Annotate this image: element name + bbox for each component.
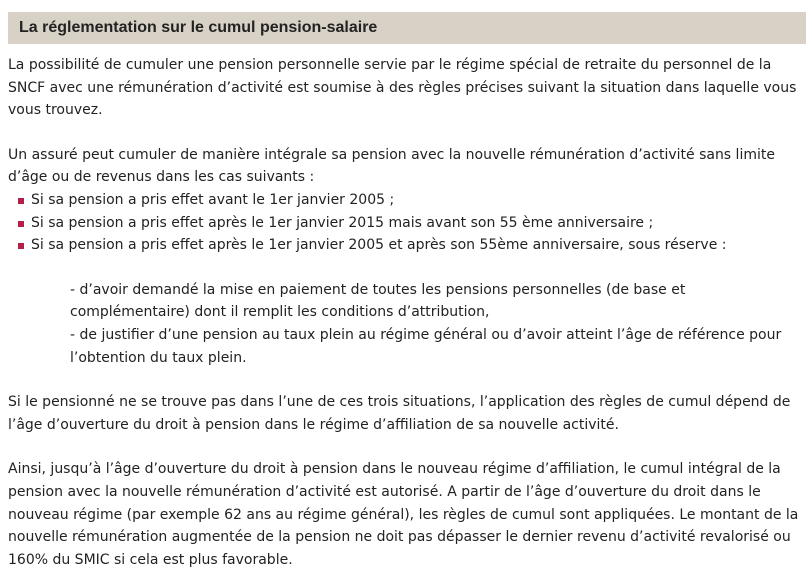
paragraph-gap: [8, 369, 800, 391]
list-item-text: Si sa pension a pris effet après le 1er janvier 2015 mais avant son 55 ème anniversaire ;: [31, 214, 654, 231]
article-body: [8, 54, 800, 571]
conclusion-paragraph: Ainsi, jusqu’à l’âge d’ouverture du droit à pension dans le nouveau régime d’affiliation, le cumul intégral de la pension avec la nouvelle rémunération d’activité est autorisé. A partir de l’âge d’ouverture du droit dans le nouveau régime (par exemple 62 ans au régime général), les règles de cumul sont appliquées. Le montant de la nouvelle rémunération augmentée de la pension ne doit pas dépasser le dernier revenu d’activité revalorisé ou 160% du SMIC si cela est plus favorable.: [8, 461, 799, 568]
paragraph-gap: [8, 436, 800, 458]
section-header: [8, 12, 806, 44]
otherwise-paragraph: Si le pensionné ne se trouve pas dans l’une de ces trois situations, l’application des règles de cumul dépend de l’âge d’ouverture du droit à pension dans le régime d’affiliation de sa nouvelle activité.: [8, 394, 791, 433]
list-item-text: Si sa pension a pris effet avant le 1er janvier 2005 ;: [31, 191, 395, 208]
conditions-block: [8, 257, 800, 369]
square-bullet-icon: [18, 221, 24, 227]
list-item: [8, 234, 800, 257]
paragraph-gap: [8, 122, 800, 144]
list-item: [8, 189, 800, 212]
cases-intro-paragraph: Un assuré peut cumuler de manière intégrale sa pension avec la nouvelle rémunération d’activité sans limite d’âge ou de revenus dans les cas suivants :: [8, 146, 775, 186]
section-title: La réglementation sur le cumul pension-salaire: [19, 19, 378, 36]
intro-paragraph: La possibilité de cumuler une pension personnelle servie par le régime spécial de retraite du personnel de la SNCF avec une rémunération d’activité est soumise à des règles précises suivant la situation dans laquelle vous vous trouvez.: [8, 57, 797, 119]
condition-item: - de justifier d’une pension au taux plein au régime général ou d’avoir atteint l’âge de référence pour l’obtention du taux plein.: [70, 326, 782, 366]
square-bullet-icon: [18, 243, 24, 249]
cases-list: [8, 189, 800, 257]
condition-item: - d’avoir demandé la mise en paiement de toutes les pensions personnelles (de base et complémentaire) dont il remplit les conditions d’attribution,: [70, 281, 686, 321]
list-item: [8, 212, 800, 235]
square-bullet-icon: [18, 198, 24, 204]
list-item-text: Si sa pension a pris effet après le 1er janvier 2005 et après son 55ème anniversaire, sous réserve :: [31, 237, 727, 254]
